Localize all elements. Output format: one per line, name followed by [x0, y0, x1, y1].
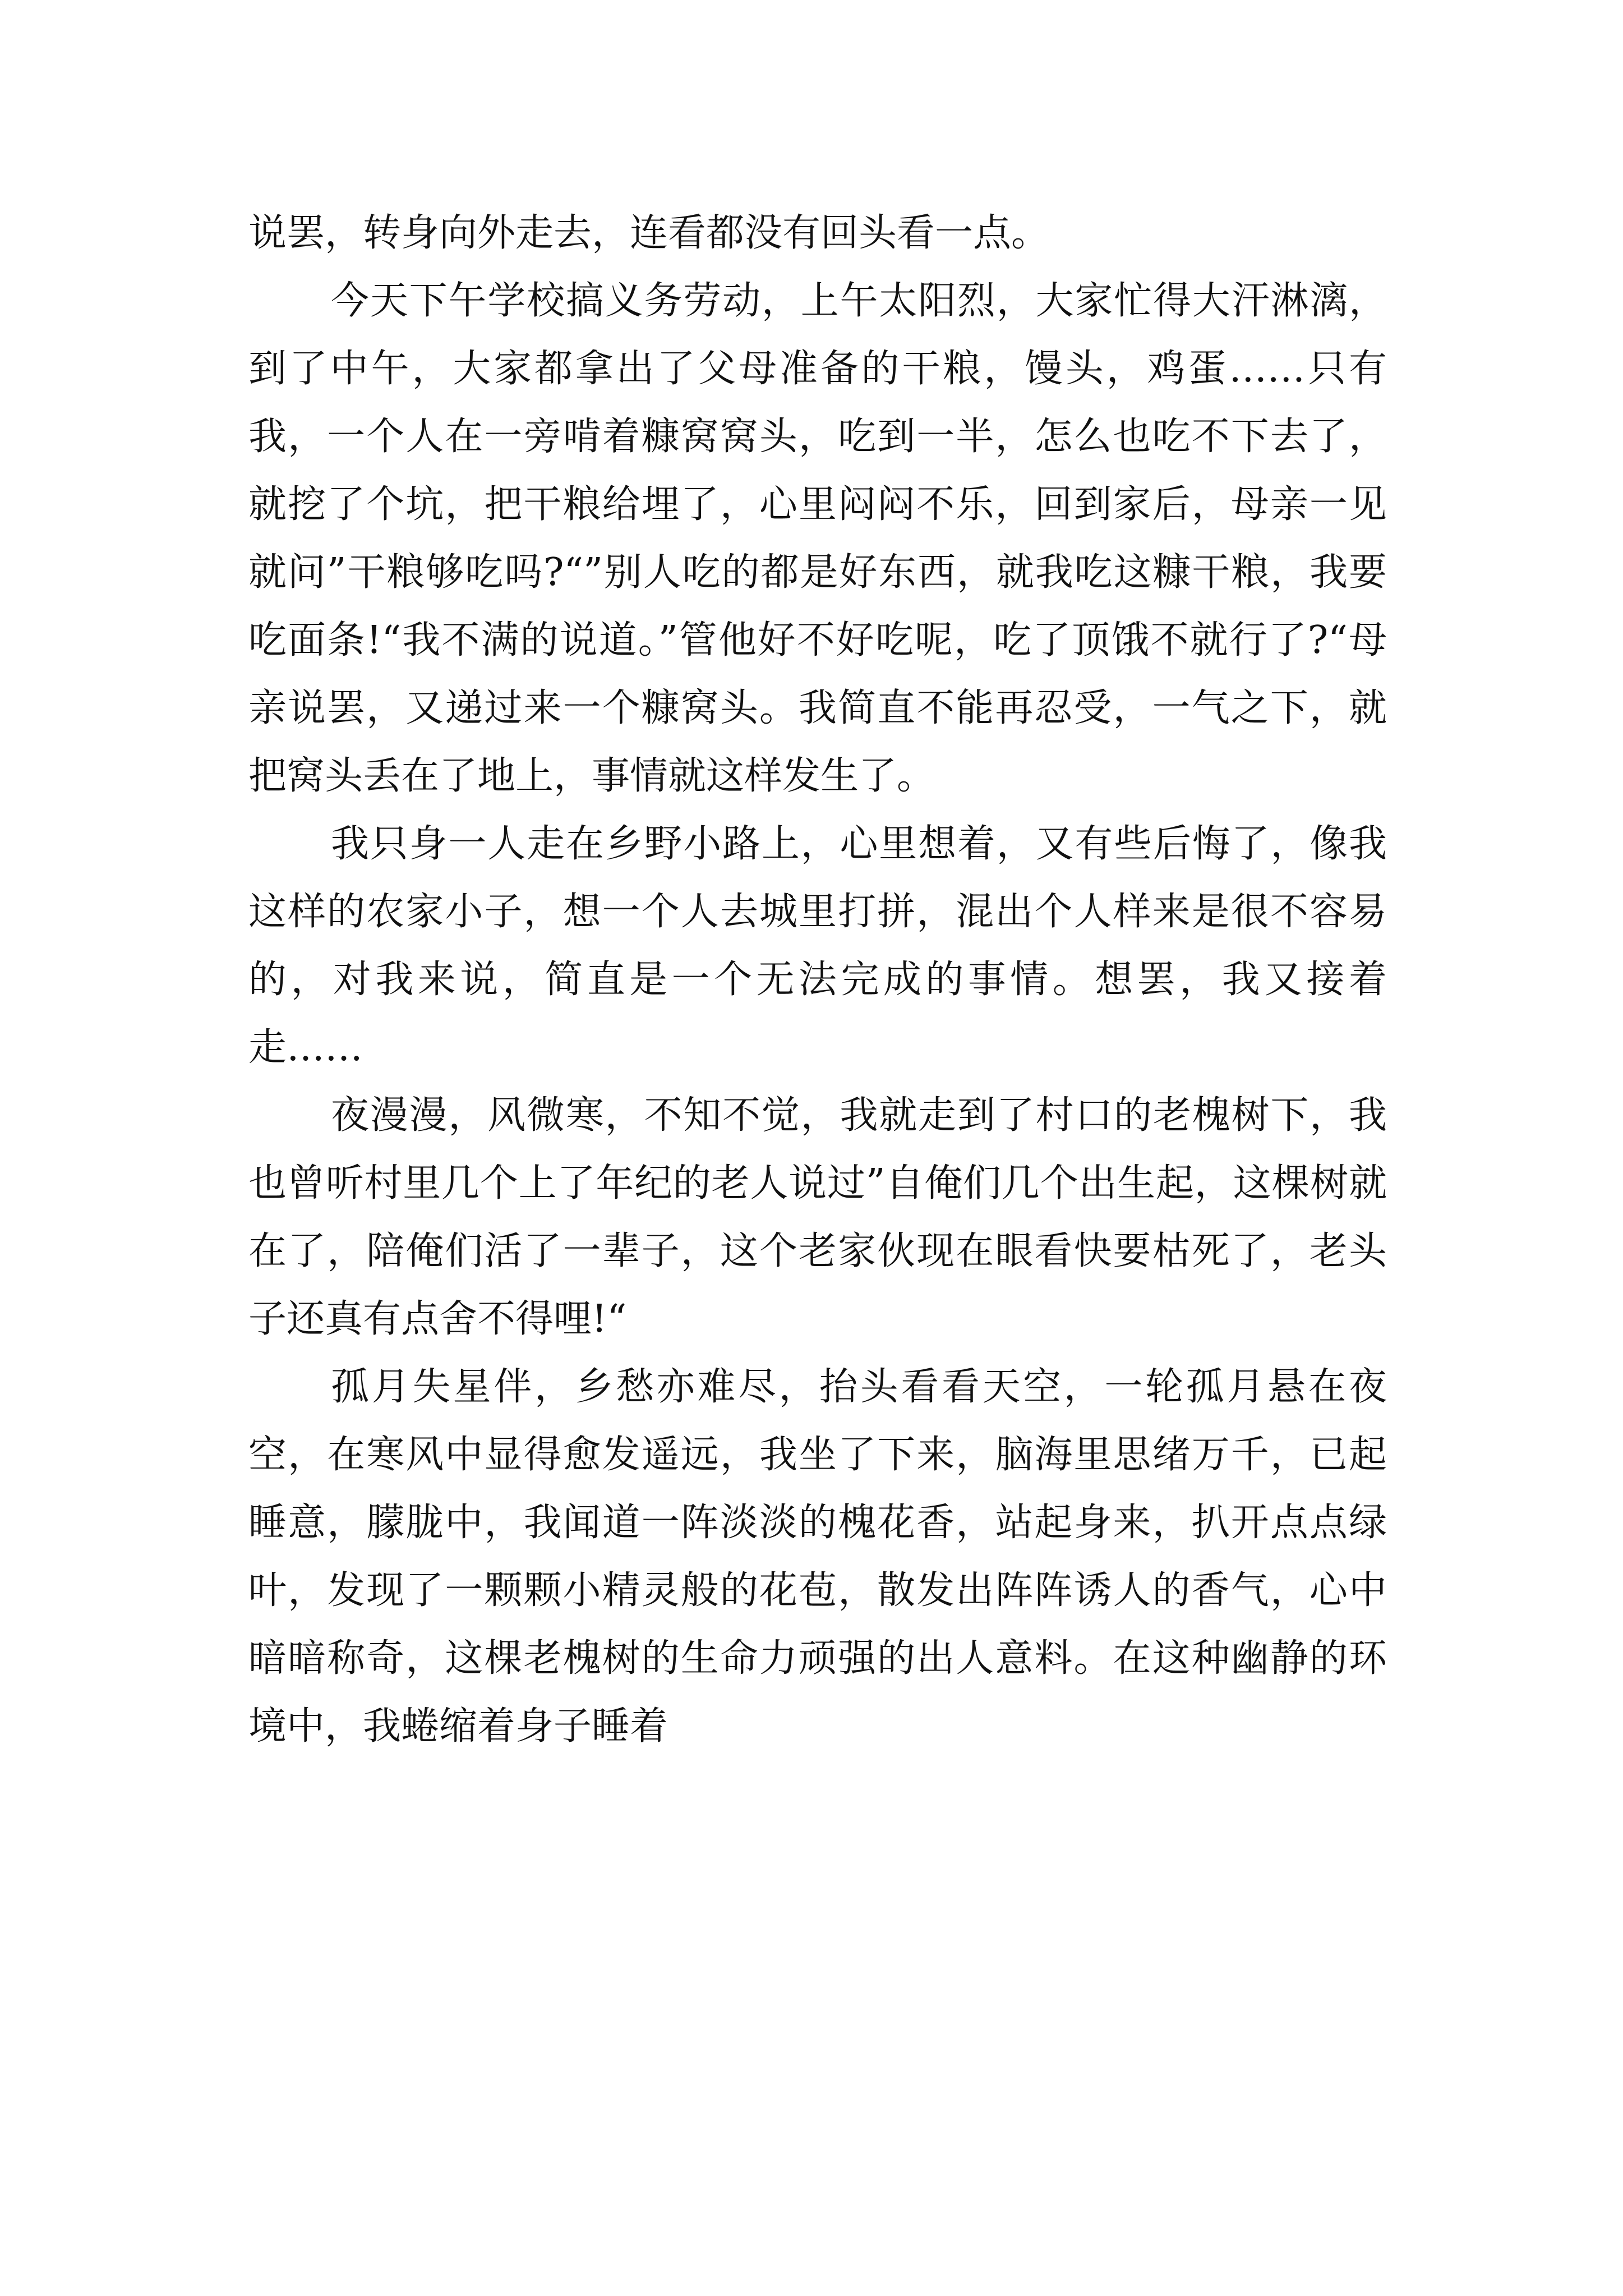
paragraph-4: 夜漫漫，风微寒，不知不觉，我就走到了村口的老槐树下，我也曾听村里几个上了年纪的老人说过”自俺们几个出生起，这棵树就在了，陪俺们活了一辈子，这个老家伙现在眼看快要枯死了，老头子还真有点舍不得哩!“: [248, 1093, 1387, 1341]
paragraph-3: 我只身一人走在乡野小路上，心里想着，又有些后悔了，像我这样的农家小子，想一个人去城里打拼，混出个人样来是很不容易的，对我来说，简直是一个无法完成的事情。想罢，我又接着走……: [248, 822, 1387, 1070]
document-body: [248, 199, 1387, 1760]
paragraph-2: 今天下午学校搞义务劳动，上午太阳烈，大家忙得大汗淋漓，到了中午，大家都拿出了父母准备的干粮，馒头，鸡蛋……只有我，一个人在一旁啃着糠窝窝头，吃到一半，怎么也吃不下去了，就挖了个坑，把干粮给埋了，心里闷闷不乐，回到家后，母亲一见就问”干粮够吃吗?“”别人吃的都是好东西，就我吃这糠干粮，我要吃面条!“我不满的说道。”管他好不好吃呢，吃了顶饿不就行了?“母亲说罢，又递过来一个糠窝头。我简直不能再忍受，一气之下，就把窝头丢在了地上，事情就这样发生了。: [248, 279, 1387, 798]
paragraph-5: 孤月失星伴，乡愁亦难尽，抬头看看天空，一轮孤月悬在夜空，在寒风中显得愈发遥远，我坐了下来，脑海里思绪万千，已起睡意，朦胧中，我闻道一阵淡淡的槐花香，站起身来，扒开点点绿叶，发现了一颗颗小精灵般的花苞，散发出阵阵诱人的香气，心中暗暗称奇，这棵老槐树的生命力顽强的出人意料。在这种幽静的环境中，我蜷缩着身子睡着: [248, 1365, 1387, 1749]
paragraph-1: 说罢，转身向外走去，连看都没有回头看一点。: [248, 211, 1050, 255]
